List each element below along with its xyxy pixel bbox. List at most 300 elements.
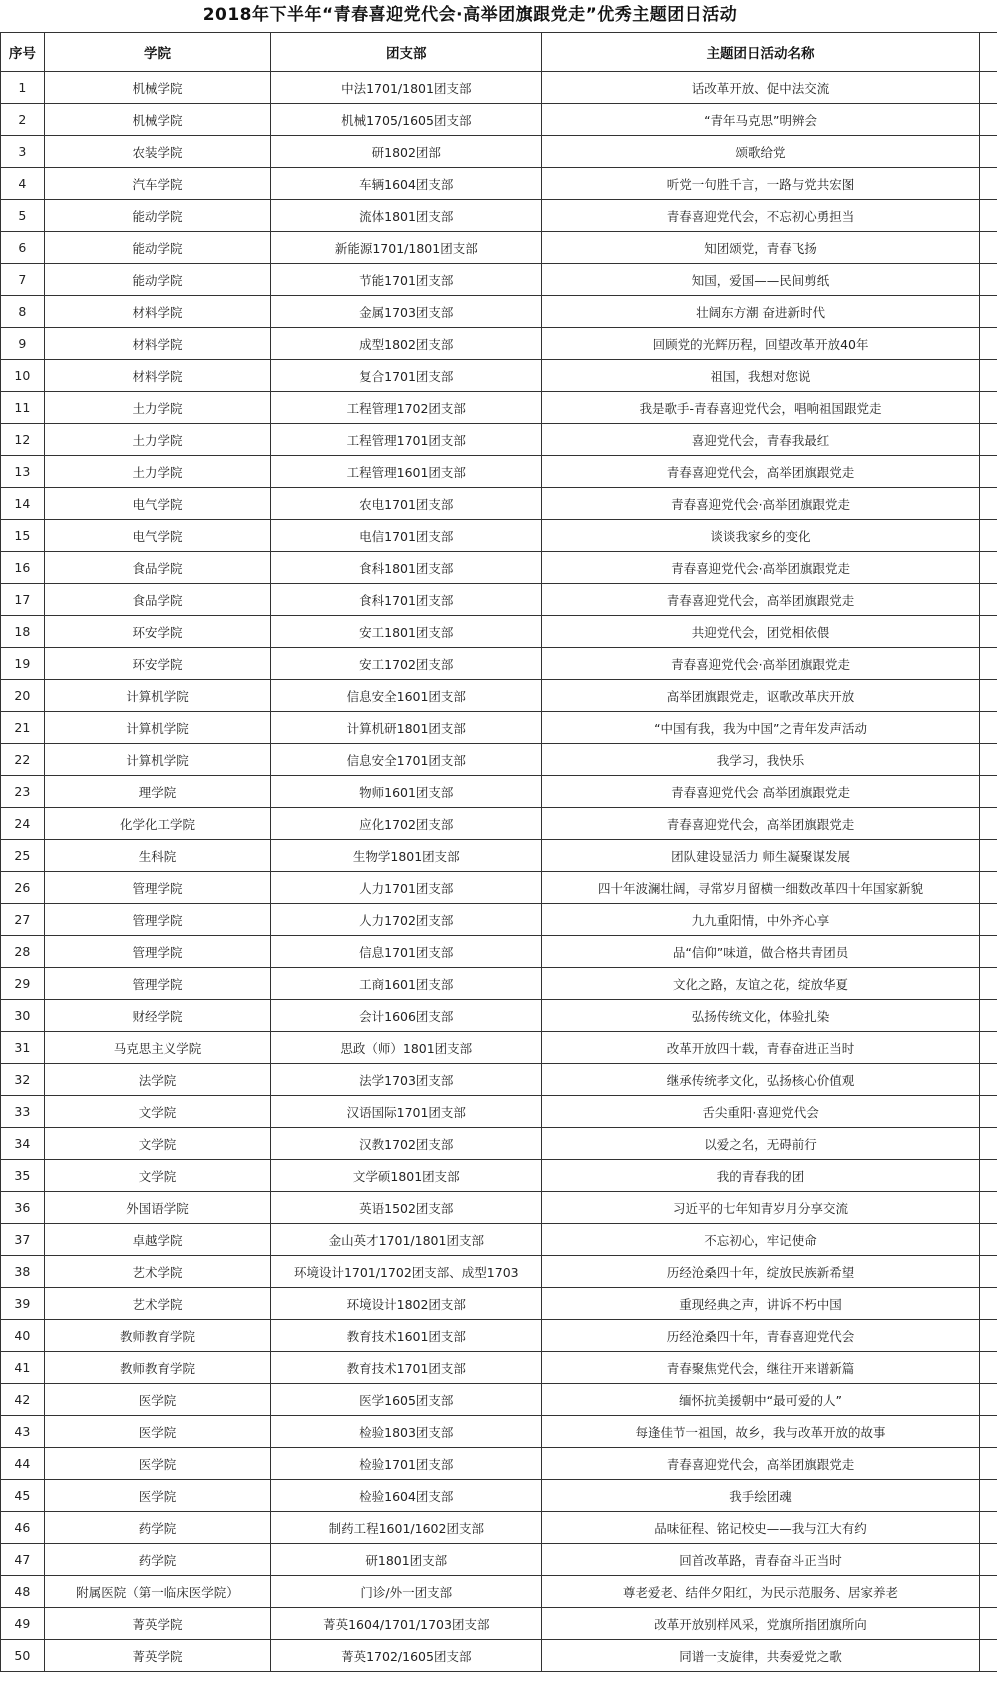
cell-activity: 谈谈我家乡的变化: [542, 520, 980, 552]
cell-activity: 青春喜迎党代会 高举团旗跟党走: [542, 776, 980, 808]
header-branch: 团支部: [271, 33, 542, 72]
cell-branch: 汉教1702团支部: [271, 1128, 542, 1160]
cell-index: 47: [1, 1544, 45, 1576]
empty-cell: [979, 296, 997, 328]
cell-index: 12: [1, 424, 45, 456]
table-row: [1, 552, 997, 584]
table-row: [1, 1448, 997, 1480]
empty-cell: [979, 840, 997, 872]
table-row: [1, 520, 997, 552]
header-index: 序号: [1, 33, 45, 72]
cell-index: 2: [1, 104, 45, 136]
cell-college: 艺术学院: [44, 1288, 271, 1320]
cell-college: 材料学院: [44, 328, 271, 360]
empty-cell: [979, 1384, 997, 1416]
cell-college: 菁英学院: [44, 1608, 271, 1640]
cell-index: 21: [1, 712, 45, 744]
cell-index: 13: [1, 456, 45, 488]
cell-activity: 不忘初心，牢记使命: [542, 1224, 980, 1256]
cell-branch: 农电1701团支部: [271, 488, 542, 520]
empty-cell: [979, 584, 997, 616]
cell-index: 46: [1, 1512, 45, 1544]
cell-activity: 共迎党代会，团党相依偎: [542, 616, 980, 648]
cell-branch: 思政（师）1801团支部: [271, 1032, 542, 1064]
cell-college: 能动学院: [44, 264, 271, 296]
table-row: [1, 1640, 997, 1672]
table-row: [1, 904, 997, 936]
empty-cell: [979, 1448, 997, 1480]
cell-college: 生科院: [44, 840, 271, 872]
cell-index: 50: [1, 1640, 45, 1672]
cell-branch: 信息安全1601团支部: [271, 680, 542, 712]
cell-activity: 青春喜迎党代会，高举团旗跟党走: [542, 808, 980, 840]
cell-branch: 生物学1801团支部: [271, 840, 542, 872]
cell-activity: 历经沧桑四十年，绽放民族新希望: [542, 1256, 980, 1288]
cell-college: 环安学院: [44, 648, 271, 680]
cell-index: 35: [1, 1160, 45, 1192]
cell-branch: 研1802团部: [271, 136, 542, 168]
cell-activity: 继承传统孝文化，弘扬核心价值观: [542, 1064, 980, 1096]
cell-index: 20: [1, 680, 45, 712]
cell-activity: 知国，爱国——民间剪纸: [542, 264, 980, 296]
cell-activity: 青春喜迎党代会，不忘初心勇担当: [542, 200, 980, 232]
cell-activity: 改革开放四十载，青春奋进正当时: [542, 1032, 980, 1064]
cell-branch: 中法1701/1801团支部: [271, 72, 542, 104]
table-row: [1, 1352, 997, 1384]
table-row: [1, 840, 997, 872]
cell-index: 9: [1, 328, 45, 360]
cell-college: 医学院: [44, 1480, 271, 1512]
cell-activity: 以爱之名，无碍前行: [542, 1128, 980, 1160]
cell-branch: 信息1701团支部: [271, 936, 542, 968]
table-row: [1, 1416, 997, 1448]
empty-cell: [979, 168, 997, 200]
cell-activity: 回首改革路，青春奋斗正当时: [542, 1544, 980, 1576]
empty-cell: [979, 744, 997, 776]
page-title: 2018年下半年“青春喜迎党代会·高举团旗跟党走”优秀主题团日活动: [0, 0, 940, 33]
cell-branch: 节能1701团支部: [271, 264, 542, 296]
cell-college: 外国语学院: [44, 1192, 271, 1224]
cell-branch: 文学硕1801团支部: [271, 1160, 542, 1192]
empty-cell: [979, 712, 997, 744]
empty-cell: [979, 1224, 997, 1256]
cell-branch: 人力1701团支部: [271, 872, 542, 904]
cell-activity: 习近平的七年知青岁月分享交流: [542, 1192, 980, 1224]
table-row: [1, 712, 997, 744]
table-row: [1, 72, 997, 104]
cell-index: 18: [1, 616, 45, 648]
table-row: [1, 968, 997, 1000]
cell-index: 22: [1, 744, 45, 776]
cell-college: 能动学院: [44, 232, 271, 264]
cell-activity: 颂歌给党: [542, 136, 980, 168]
cell-college: 管理学院: [44, 936, 271, 968]
cell-branch: 环境设计1701/1702团支部、成型1703: [271, 1256, 542, 1288]
cell-index: 31: [1, 1032, 45, 1064]
cell-activity: 重现经典之声，讲诉不朽中国: [542, 1288, 980, 1320]
cell-activity: 青春喜迎党代会·高举团旗跟党走: [542, 552, 980, 584]
cell-branch: 环境设计1802团支部: [271, 1288, 542, 1320]
cell-activity: 我是歌手-青春喜迎党代会，唱响祖国跟党走: [542, 392, 980, 424]
cell-activity: 每逢佳节一祖国，故乡，我与改革开放的故事: [542, 1416, 980, 1448]
cell-index: 16: [1, 552, 45, 584]
cell-index: 8: [1, 296, 45, 328]
cell-college: 环安学院: [44, 616, 271, 648]
empty-cell: [979, 968, 997, 1000]
cell-activity: 青春聚焦党代会，继往开来谱新篇: [542, 1352, 980, 1384]
cell-branch: 人力1702团支部: [271, 904, 542, 936]
table-row: [1, 1256, 997, 1288]
empty-cell: [979, 776, 997, 808]
cell-branch: 医学1605团支部: [271, 1384, 542, 1416]
cell-activity: 话改革开放、促中法交流: [542, 72, 980, 104]
cell-branch: 英语1502团支部: [271, 1192, 542, 1224]
empty-cell: [979, 1000, 997, 1032]
table-row: [1, 936, 997, 968]
table-row: [1, 680, 997, 712]
cell-index: 33: [1, 1096, 45, 1128]
empty-cell: [979, 1064, 997, 1096]
cell-branch: 教育技术1701团支部: [271, 1352, 542, 1384]
table-row: [1, 1384, 997, 1416]
cell-college: 法学院: [44, 1064, 271, 1096]
cell-college: 计算机学院: [44, 712, 271, 744]
cell-college: 计算机学院: [44, 744, 271, 776]
cell-branch: 物师1601团支部: [271, 776, 542, 808]
cell-college: 土力学院: [44, 424, 271, 456]
empty-cell: [979, 904, 997, 936]
empty-cell: [979, 264, 997, 296]
empty-cell: [979, 1544, 997, 1576]
table-row: [1, 424, 997, 456]
cell-college: 能动学院: [44, 200, 271, 232]
cell-index: 17: [1, 584, 45, 616]
cell-college: 机械学院: [44, 72, 271, 104]
cell-branch: 信息安全1701团支部: [271, 744, 542, 776]
table-row: [1, 744, 997, 776]
cell-activity: 回顾党的光辉历程，回望改革开放40年: [542, 328, 980, 360]
table-row: [1, 456, 997, 488]
cell-college: 计算机学院: [44, 680, 271, 712]
empty-cell: [979, 1160, 997, 1192]
table-row: [1, 872, 997, 904]
cell-activity: “中国有我，我为中国”之青年发声活动: [542, 712, 980, 744]
cell-branch: 金山英才1701/1801团支部: [271, 1224, 542, 1256]
table-row: [1, 616, 997, 648]
cell-college: 药学院: [44, 1512, 271, 1544]
table-row: [1, 328, 997, 360]
empty-cell: [979, 616, 997, 648]
empty-cell: [979, 104, 997, 136]
cell-college: 附属医院（第一临床医学院）: [44, 1576, 271, 1608]
empty-cell: [979, 1480, 997, 1512]
cell-activity: 喜迎党代会，青春我最红: [542, 424, 980, 456]
cell-activity: 品味征程、铭记校史——我与江大有约: [542, 1512, 980, 1544]
cell-branch: 工商1601团支部: [271, 968, 542, 1000]
empty-cell: [979, 1576, 997, 1608]
cell-branch: 流体1801团支部: [271, 200, 542, 232]
empty-cell: [979, 936, 997, 968]
table-row: [1, 264, 997, 296]
cell-index: 3: [1, 136, 45, 168]
cell-branch: 工程管理1701团支部: [271, 424, 542, 456]
empty-cell: [979, 424, 997, 456]
cell-activity: 缅怀抗美援朝中“最可爱的人”: [542, 1384, 980, 1416]
cell-index: 6: [1, 232, 45, 264]
table-row: [1, 1032, 997, 1064]
cell-college: 药学院: [44, 1544, 271, 1576]
cell-activity: 改革开放别样风采，党旗所指团旗所向: [542, 1608, 980, 1640]
table-row: [1, 1320, 997, 1352]
table-row: [1, 392, 997, 424]
cell-college: 土力学院: [44, 456, 271, 488]
cell-college: 食品学院: [44, 552, 271, 584]
cell-index: 42: [1, 1384, 45, 1416]
empty-cell: [979, 33, 997, 72]
cell-college: 材料学院: [44, 296, 271, 328]
cell-index: 4: [1, 168, 45, 200]
cell-activity: 我的青春我的团: [542, 1160, 980, 1192]
cell-index: 25: [1, 840, 45, 872]
activity-table: [0, 32, 997, 1672]
cell-activity: 文化之路，友谊之花，绽放华夏: [542, 968, 980, 1000]
cell-index: 24: [1, 808, 45, 840]
cell-index: 26: [1, 872, 45, 904]
cell-index: 7: [1, 264, 45, 296]
empty-cell: [979, 680, 997, 712]
cell-branch: 机械1705/1605团支部: [271, 104, 542, 136]
empty-cell: [979, 136, 997, 168]
cell-college: 理学院: [44, 776, 271, 808]
table-row: [1, 296, 997, 328]
cell-index: 30: [1, 1000, 45, 1032]
cell-index: 43: [1, 1416, 45, 1448]
table-row: [1, 648, 997, 680]
table-row: [1, 808, 997, 840]
header-row: [1, 33, 997, 72]
empty-cell: [979, 232, 997, 264]
cell-college: 汽车学院: [44, 168, 271, 200]
cell-branch: 应化1702团支部: [271, 808, 542, 840]
cell-index: 23: [1, 776, 45, 808]
cell-index: 49: [1, 1608, 45, 1640]
empty-cell: [979, 1192, 997, 1224]
cell-activity: 团队建设显活力 师生凝聚谋发展: [542, 840, 980, 872]
cell-index: 41: [1, 1352, 45, 1384]
empty-cell: [979, 200, 997, 232]
table-row: [1, 584, 997, 616]
table-row: [1, 1480, 997, 1512]
cell-branch: 工程管理1702团支部: [271, 392, 542, 424]
table-row: [1, 1064, 997, 1096]
cell-index: 5: [1, 200, 45, 232]
cell-activity: 我手绘团魂: [542, 1480, 980, 1512]
cell-college: 电气学院: [44, 520, 271, 552]
cell-college: 卓越学院: [44, 1224, 271, 1256]
empty-cell: [979, 456, 997, 488]
table-row: [1, 136, 997, 168]
cell-college: 文学院: [44, 1160, 271, 1192]
cell-branch: 食科1701团支部: [271, 584, 542, 616]
cell-activity: 壮阔东方潮 奋进新时代: [542, 296, 980, 328]
cell-activity: 我学习，我快乐: [542, 744, 980, 776]
cell-activity: 同谱一支旋律，共奏爱党之歌: [542, 1640, 980, 1672]
cell-index: 15: [1, 520, 45, 552]
cell-branch: 成型1802团支部: [271, 328, 542, 360]
cell-college: 文学院: [44, 1096, 271, 1128]
cell-college: 管理学院: [44, 968, 271, 1000]
empty-cell: [979, 648, 997, 680]
cell-activity: 知团颂党，青春飞扬: [542, 232, 980, 264]
cell-index: 39: [1, 1288, 45, 1320]
cell-activity: 祖国，我想对您说: [542, 360, 980, 392]
cell-activity: 青春喜迎党代会·高举团旗跟党走: [542, 648, 980, 680]
cell-index: 32: [1, 1064, 45, 1096]
empty-cell: [979, 1640, 997, 1672]
cell-index: 40: [1, 1320, 45, 1352]
table-row: [1, 360, 997, 392]
table-row: [1, 776, 997, 808]
cell-branch: 制药工程1601/1602团支部: [271, 1512, 542, 1544]
cell-activity: 四十年波澜壮阔，寻常岁月留横一细数改革四十年国家新貌: [542, 872, 980, 904]
cell-college: 医学院: [44, 1384, 271, 1416]
table-row: [1, 1096, 997, 1128]
table-row: [1, 200, 997, 232]
cell-branch: 研1801团支部: [271, 1544, 542, 1576]
empty-cell: [979, 872, 997, 904]
cell-branch: 计算机研1801团支部: [271, 712, 542, 744]
cell-college: 管理学院: [44, 904, 271, 936]
cell-index: 1: [1, 72, 45, 104]
cell-activity: 听党一句胜千言，一路与党共宏图: [542, 168, 980, 200]
empty-cell: [979, 1320, 997, 1352]
cell-branch: 工程管理1601团支部: [271, 456, 542, 488]
empty-cell: [979, 1288, 997, 1320]
empty-cell: [979, 808, 997, 840]
empty-cell: [979, 1096, 997, 1128]
cell-college: 财经学院: [44, 1000, 271, 1032]
cell-branch: 会计1606团支部: [271, 1000, 542, 1032]
cell-activity: 青春喜迎党代会，高举团旗跟党走: [542, 584, 980, 616]
cell-activity: 九九重阳情，中外齐心享: [542, 904, 980, 936]
cell-index: 37: [1, 1224, 45, 1256]
cell-college: 化学化工学院: [44, 808, 271, 840]
cell-college: 农装学院: [44, 136, 271, 168]
cell-activity: 青春喜迎党代会，高举团旗跟党走: [542, 1448, 980, 1480]
empty-cell: [979, 1512, 997, 1544]
empty-cell: [979, 1608, 997, 1640]
empty-cell: [979, 1416, 997, 1448]
table-row: [1, 488, 997, 520]
table-row: [1, 1288, 997, 1320]
cell-branch: 新能源1701/1801团支部: [271, 232, 542, 264]
cell-branch: 金属1703团支部: [271, 296, 542, 328]
empty-cell: [979, 1352, 997, 1384]
cell-activity: 弘扬传统文化，体验扎染: [542, 1000, 980, 1032]
empty-cell: [979, 392, 997, 424]
cell-branch: 复合1701团支部: [271, 360, 542, 392]
empty-cell: [979, 360, 997, 392]
cell-activity: 历经沧桑四十年，青春喜迎党代会: [542, 1320, 980, 1352]
cell-branch: 教育技术1601团支部: [271, 1320, 542, 1352]
cell-branch: 安工1702团支部: [271, 648, 542, 680]
cell-index: 45: [1, 1480, 45, 1512]
cell-index: 48: [1, 1576, 45, 1608]
cell-college: 食品学院: [44, 584, 271, 616]
cell-college: 菁英学院: [44, 1640, 271, 1672]
table-row: [1, 1512, 997, 1544]
cell-index: 19: [1, 648, 45, 680]
cell-activity: 尊老爱老、结伴夕阳红，为民示范服务、居家养老: [542, 1576, 980, 1608]
cell-branch: 电信1701团支部: [271, 520, 542, 552]
cell-college: 管理学院: [44, 872, 271, 904]
cell-branch: 安工1801团支部: [271, 616, 542, 648]
cell-activity: 舌尖重阳·喜迎党代会: [542, 1096, 980, 1128]
cell-index: 38: [1, 1256, 45, 1288]
empty-cell: [979, 72, 997, 104]
cell-college: 材料学院: [44, 360, 271, 392]
empty-cell: [979, 1032, 997, 1064]
cell-branch: 菁英1604/1701/1703团支部: [271, 1608, 542, 1640]
cell-branch: 检验1604团支部: [271, 1480, 542, 1512]
table-row: [1, 1224, 997, 1256]
cell-college: 电气学院: [44, 488, 271, 520]
cell-activity: “青年马克思”明辨会: [542, 104, 980, 136]
cell-college: 医学院: [44, 1416, 271, 1448]
table-row: [1, 1576, 997, 1608]
cell-branch: 食科1801团支部: [271, 552, 542, 584]
cell-index: 11: [1, 392, 45, 424]
empty-cell: [979, 520, 997, 552]
cell-index: 36: [1, 1192, 45, 1224]
cell-index: 44: [1, 1448, 45, 1480]
table-row: [1, 1192, 997, 1224]
cell-index: 10: [1, 360, 45, 392]
cell-activity: 品“信仰”味道，做合格共青团员: [542, 936, 980, 968]
cell-branch: 检验1701团支部: [271, 1448, 542, 1480]
cell-college: 教师教育学院: [44, 1320, 271, 1352]
header-college: 学院: [44, 33, 271, 72]
cell-index: 28: [1, 936, 45, 968]
cell-branch: 检验1803团支部: [271, 1416, 542, 1448]
table-row: [1, 1128, 997, 1160]
empty-cell: [979, 488, 997, 520]
table-row: [1, 1000, 997, 1032]
table-row: [1, 1608, 997, 1640]
table-row: [1, 232, 997, 264]
table-row: [1, 168, 997, 200]
table-row: [1, 1544, 997, 1576]
cell-index: 27: [1, 904, 45, 936]
cell-index: 34: [1, 1128, 45, 1160]
cell-branch: 法学1703团支部: [271, 1064, 542, 1096]
cell-activity: 青春喜迎党代会·高举团旗跟党走: [542, 488, 980, 520]
cell-branch: 汉语国际1701团支部: [271, 1096, 542, 1128]
cell-college: 艺术学院: [44, 1256, 271, 1288]
cell-college: 土力学院: [44, 392, 271, 424]
empty-cell: [979, 552, 997, 584]
cell-college: 机械学院: [44, 104, 271, 136]
cell-branch: 菁英1702/1605团支部: [271, 1640, 542, 1672]
cell-college: 医学院: [44, 1448, 271, 1480]
cell-index: 14: [1, 488, 45, 520]
table-row: [1, 1160, 997, 1192]
table-row: [1, 104, 997, 136]
cell-activity: 高举团旗跟党走，讴歌改革庆开放: [542, 680, 980, 712]
header-activity: 主题团日活动名称: [542, 33, 980, 72]
cell-index: 29: [1, 968, 45, 1000]
cell-college: 文学院: [44, 1128, 271, 1160]
